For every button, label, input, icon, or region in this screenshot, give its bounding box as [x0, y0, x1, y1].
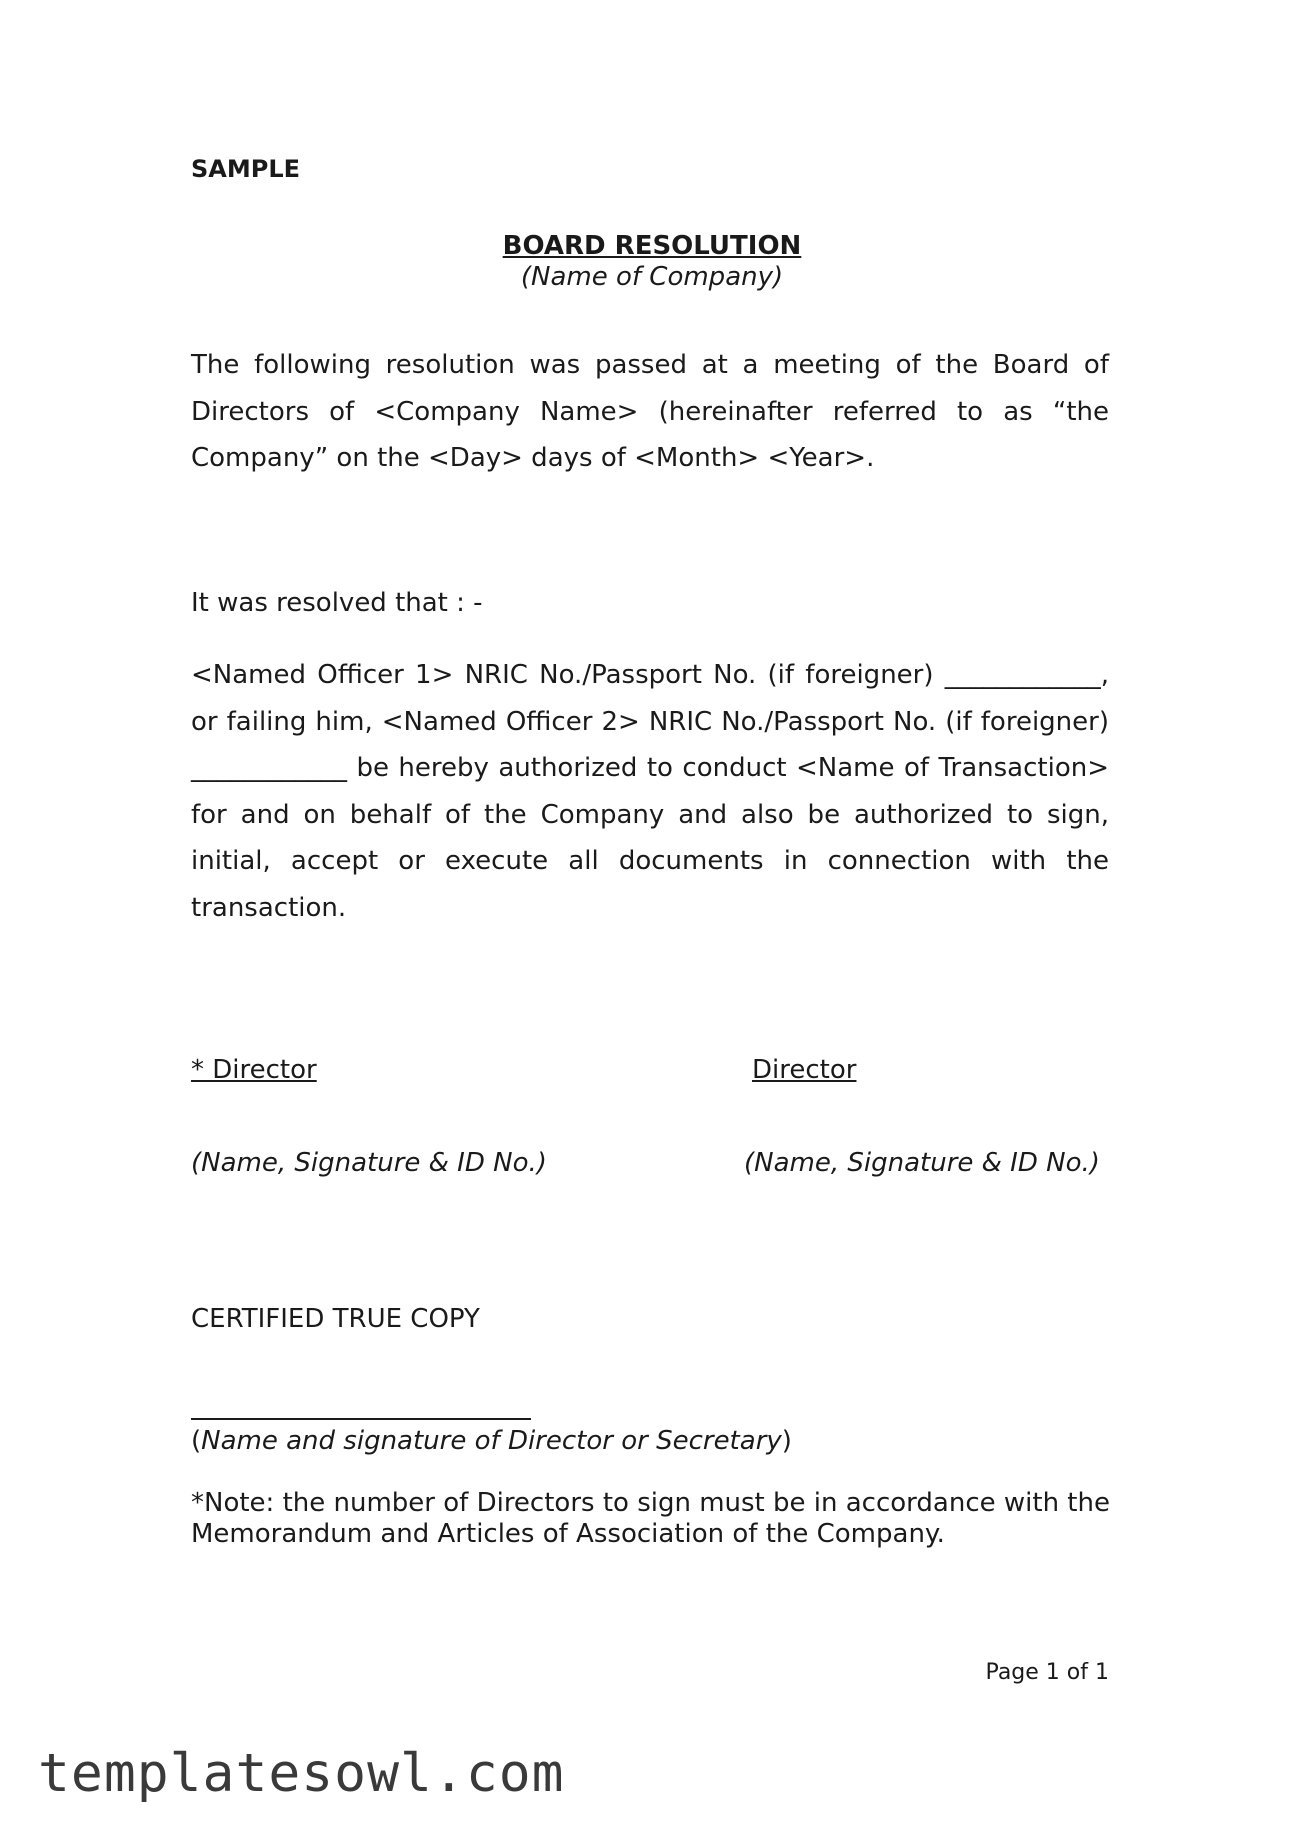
sample-label: SAMPLE [191, 155, 301, 183]
director-1-label: * Director [191, 1055, 317, 1085]
resolved-heading: It was resolved that : - [191, 588, 483, 618]
caption-close-paren: ) [781, 1426, 792, 1456]
note-text: *Note: the number of Directors to sign must be in accordance with the Memorandum and Articles of Association of the Company. [191, 1488, 1110, 1549]
signature-line [191, 1418, 531, 1420]
caption-open-paren: ( [191, 1426, 202, 1456]
document-subtitle: (Name of Company) [520, 262, 784, 292]
page-number: Page 1 of 1 [985, 1660, 1109, 1685]
caption-text: Name and signature of Director or Secretary [201, 1426, 782, 1456]
director-2-signature-caption: (Name, Signature & ID No.) [744, 1148, 1100, 1178]
document-title: BOARD RESOLUTION [502, 231, 802, 261]
certified-true-copy-label: CERTIFIED TRUE COPY [191, 1304, 480, 1334]
watermark-text: templatesowl.com [38, 1743, 565, 1804]
resolution-paragraph: <Named Officer 1> NRIC No./Passport No. (if foreigner) ____________, or failing him, <Named Officer 2> NRIC No./Passport No. (if foreigner) ____________ be hereby authorized to conduct <Name of Transaction> for and on behalf of the Company and also be authorized to sign, initial, accept or execute all documents in connection with the transaction. [191, 660, 1109, 923]
director-2-label: Director [752, 1055, 857, 1085]
intro-paragraph: The following resolution was passed at a meeting of the Board of Directors of <Company Name> (hereinafter referred to as “the Company” on the <Day> days of <Month> <Year>. [191, 350, 1109, 473]
signature-caption [191, 1426, 792, 1456]
director-1-signature-caption: (Name, Signature & ID No.) [191, 1148, 547, 1178]
